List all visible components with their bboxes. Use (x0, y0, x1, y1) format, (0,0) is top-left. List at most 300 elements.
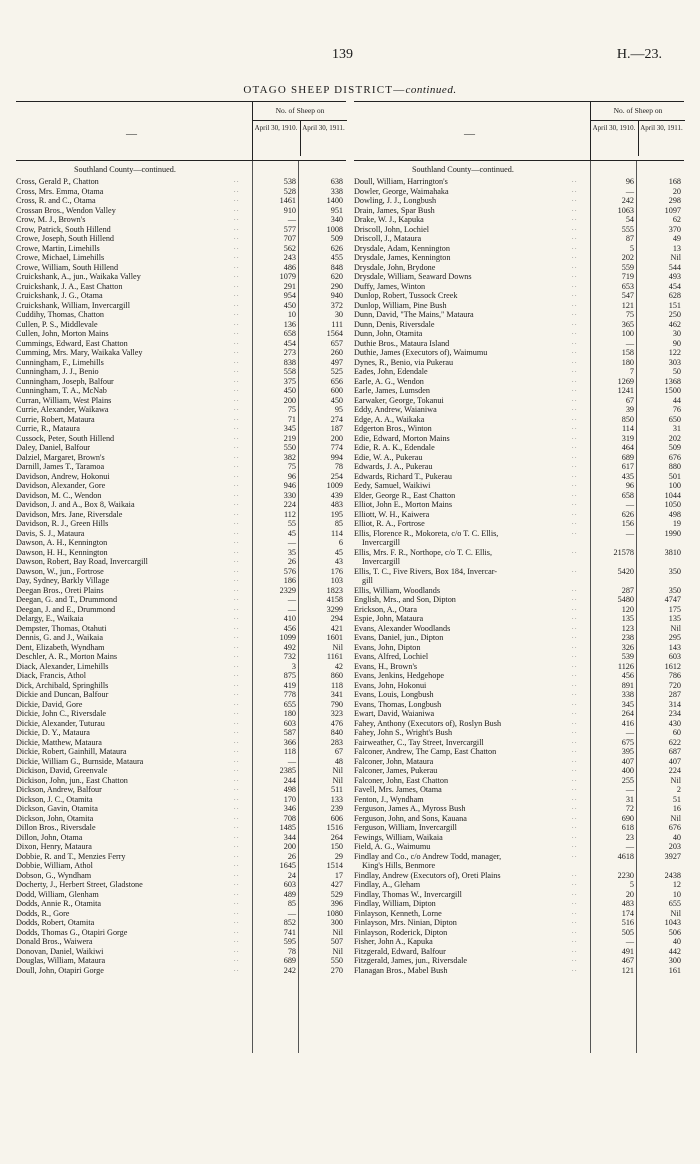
owner-name: Docherty, J., Herbert Street, Gladstone (16, 880, 143, 889)
table-row (354, 567, 684, 577)
leader-dots: . . (572, 567, 577, 574)
sheep-1911: 1400 (326, 196, 343, 205)
owner-list (354, 177, 684, 975)
owner-name: Deegan, J. and E., Drummond (16, 604, 116, 614)
sheep-1910: 450 (283, 386, 296, 395)
sheep-1910: 491 (621, 946, 634, 956)
leader-dots: . . (572, 919, 577, 925)
sheep-1910: 505 (621, 927, 634, 937)
sheep-1911: 455 (330, 253, 343, 262)
sheep-1911: 239 (330, 804, 343, 813)
owner-name: Cullen, John, Morton Mains (16, 329, 109, 338)
sheep-1911: 790 (330, 699, 343, 709)
sheep-1910: 562 (283, 243, 296, 253)
leader-dots: . . (572, 520, 577, 526)
sheep-1911: 283 (330, 737, 343, 747)
sheep-1911: 427 (330, 880, 343, 889)
table-row (354, 928, 684, 938)
sheep-1910: 1126 (617, 661, 634, 671)
leader-dots: . . (234, 358, 239, 365)
sheep-1911: 135 (668, 614, 681, 623)
leader-dots: . . (234, 776, 239, 783)
table-row (354, 937, 684, 947)
table-row (354, 709, 684, 719)
leader-dots: . . (234, 387, 239, 393)
table-row (16, 491, 346, 501)
sheep-1910: 559 (621, 262, 634, 272)
county-subtitle: Southland County—continued. (412, 165, 514, 174)
owner-name: Dillon Bros., Riversdale (16, 823, 96, 832)
sheep-1911: Nil (670, 813, 681, 823)
sheep-1910: 72 (625, 804, 634, 813)
leader-dots: . . (572, 966, 577, 973)
sheep-1911: 4747 (664, 595, 681, 604)
leader-dots: . . (234, 292, 239, 298)
sheep-1911: 454 (668, 281, 681, 291)
owner-name: Cunningham, J. J., Benio (16, 367, 99, 376)
table-row (16, 348, 346, 358)
sheep-1910: 4618 (617, 851, 634, 861)
sheep-1911: 442 (668, 946, 681, 956)
owner-name: Evans, Louis, Longbush (354, 690, 434, 699)
leader-dots: . . (572, 653, 577, 659)
owner-name: Fairweather, C., Tay Street, Invercargill (354, 737, 484, 747)
sheep-1911: 40 (672, 937, 681, 946)
owner-name: Elder, George R., East Chatton (354, 490, 456, 500)
owner-name: Currie, Robert, Mataura (16, 414, 95, 424)
sheep-1911: 13 (672, 243, 681, 253)
table-row (16, 263, 346, 273)
sheep-1911: Nil (670, 775, 681, 785)
owner-name: Evans, H., Brown's (354, 661, 418, 671)
sheep-1911: 175 (668, 604, 681, 614)
table-row (16, 519, 346, 529)
sheep-1910: 121 (621, 965, 634, 975)
sheep-1910: 1099 (279, 633, 296, 642)
sheep-1910: 75 (287, 462, 296, 471)
owner-name: Edwards, J. A., Pukerau (354, 462, 433, 471)
sheep-1910: 20 (625, 889, 634, 899)
sheep-1910: 576 (283, 566, 296, 576)
sheep-1910: 838 (283, 357, 296, 367)
table-row (354, 795, 684, 805)
sheep-1910: 1461 (279, 196, 296, 205)
sheep-1911: 657 (330, 338, 343, 348)
sheep-1911: 300 (330, 918, 343, 927)
leader-dots: . . (572, 957, 577, 963)
sheep-1910: 539 (621, 652, 634, 661)
leader-dots: . . (234, 862, 239, 868)
owner-name: Cruickshank, J. G., Otama (16, 291, 103, 300)
sheep-1910: 400 (621, 766, 634, 775)
sheep-1911: 274 (330, 414, 343, 424)
sheep-1911: Nil (332, 642, 343, 652)
owner-name: Dunn, Denis, Riversdale (354, 319, 435, 329)
leader-dots: . . (234, 833, 239, 840)
sheep-1910: — (625, 785, 634, 794)
table-row (16, 576, 346, 586)
leader-dots: . . (234, 282, 239, 289)
table-row (16, 624, 346, 634)
table-row (16, 671, 346, 681)
sheep-1910: 121 (621, 300, 634, 310)
table-row (16, 690, 346, 700)
table-row (16, 234, 346, 244)
sheep-1911: Nil (332, 946, 343, 956)
owner-name: Dalziel, Margaret, Brown's (16, 452, 105, 462)
leader-dots: . . (572, 643, 577, 650)
sheep-1910: 96 (625, 481, 634, 490)
leader-dots: . . (572, 216, 577, 222)
sheep-1910: 456 (621, 671, 634, 680)
sheep-1910: 1079 (279, 272, 296, 281)
table-row (354, 956, 684, 966)
leader-dots: . . (572, 776, 577, 783)
owner-name: Drysdale, William, Seaward Downs (354, 272, 472, 281)
leader-dots: . . (572, 197, 577, 203)
leader-dots: . . (234, 349, 239, 355)
sheep-1910: — (625, 528, 634, 538)
leader-dots: . . (234, 197, 239, 203)
table-row (16, 567, 346, 577)
leader-dots: . . (572, 425, 577, 431)
sheep-1911: 338 (330, 186, 343, 196)
table-row (354, 396, 684, 406)
sheep-1911: 62 (672, 215, 681, 224)
year-1910-label: April 30, 1910. (254, 124, 298, 132)
sheep-1910: 345 (621, 699, 634, 709)
sheep-1911: 638 (330, 177, 343, 186)
owner-name: Falconer, John, Mataura (354, 756, 434, 766)
sheep-1910: 200 (283, 395, 296, 405)
leader-dots: . . (572, 605, 577, 612)
sheep-1910: 595 (283, 937, 296, 946)
left-column-body (16, 161, 346, 1053)
sheep-1911: 133 (330, 794, 343, 804)
sheep-1910: 658 (283, 329, 296, 338)
table-row (16, 253, 346, 263)
table-row (16, 177, 346, 187)
leader-dots: . . (234, 681, 239, 688)
table-row (354, 519, 684, 529)
leader-dots: . . (572, 881, 577, 887)
table-row (16, 776, 346, 786)
leader-dots: . . (572, 368, 577, 374)
sheep-1910: 419 (283, 680, 296, 690)
sheep-1910: 416 (621, 718, 634, 728)
sheep-1911: 30 (334, 310, 343, 319)
leader-dots: . . (234, 396, 239, 403)
leader-dots: . . (572, 244, 577, 251)
sheep-1911: 111 (331, 319, 343, 329)
sheep-1910: 55 (287, 519, 296, 528)
sheep-1911: 650 (668, 414, 681, 424)
table-row (354, 643, 684, 653)
sheep-1911: 720 (668, 680, 681, 690)
table-row (354, 500, 684, 510)
owner-name: Dickson, Gavin, Otamita (16, 804, 98, 813)
sheep-1911: 224 (668, 766, 681, 775)
table-row (354, 899, 684, 909)
leader-dots: . . (234, 890, 239, 897)
sheep-1910: — (287, 756, 296, 766)
sheep-1910: 617 (621, 462, 634, 471)
sheep-1911: 626 (330, 243, 343, 253)
leader-dots: . . (234, 235, 239, 241)
sheep-1910: 174 (621, 908, 634, 918)
leader-dots: . . (572, 311, 577, 317)
owner-name: Dawson, H. H., Kennington (16, 547, 108, 557)
leader-dots: . . (572, 330, 577, 336)
sheep-1910: 946 (283, 481, 296, 490)
table-row (354, 614, 684, 624)
leader-dots: . . (234, 225, 239, 232)
sheep-1910: 35 (287, 547, 296, 557)
sheep-1910: 708 (283, 813, 296, 823)
sheep-1910: 741 (283, 927, 296, 937)
table-row (354, 728, 684, 738)
table-row (16, 728, 346, 738)
owner-name: Dickie, Matthew, Mataura (16, 737, 102, 747)
sheep-1911: 1564 (326, 329, 343, 338)
sheep-1911: 606 (330, 813, 343, 823)
leader-dots: . . (234, 567, 239, 574)
owner-name: Ellis, T. C., Five Rivers, Box 184, Invercar- (354, 566, 498, 576)
sheep-1910: 135 (621, 614, 634, 623)
sheep-1911: 529 (330, 889, 343, 899)
leader-dots: . . (234, 881, 239, 887)
owner-name: Dunlop, Robert, Tussock Creek (354, 291, 458, 300)
table-row (16, 880, 346, 890)
owner-name: Dickie, William G., Burnside, Mataura (16, 756, 144, 766)
owner-name: Dodds, R., Gore (16, 908, 70, 918)
owner-name: Davidson, Alexander, Gore (16, 481, 106, 490)
leader-dots: . . (234, 729, 239, 735)
sheep-1911: 295 (668, 633, 681, 642)
title-main: OTAGO SHEEP DISTRICT— (243, 84, 406, 96)
sheep-1910: 1269 (617, 376, 634, 386)
sheep-1911: 17 (334, 870, 343, 880)
sheep-1910: 547 (621, 291, 634, 300)
sheep-1910: 2230 (617, 870, 634, 880)
table-row (16, 918, 346, 928)
leader-dots: . . (234, 520, 239, 526)
table-row (354, 747, 684, 757)
sheep-1911: 3927 (664, 851, 681, 861)
owner-name: Davidson, Andrew, Hokonui (16, 471, 110, 481)
sheep-1911: 3299 (326, 604, 343, 614)
page-header (0, 47, 700, 63)
owner-name: Cruickshank, A., jun., Waikaka Valley (16, 272, 141, 281)
table-row (16, 329, 346, 339)
owner-name: Edwards, Richard T., Pukerau (354, 471, 452, 481)
leader-dots: . . (234, 757, 239, 764)
sheep-1911: 2438 (664, 870, 681, 880)
sheep-1910: 96 (287, 471, 296, 481)
owner-name: Currie, R., Mataura (16, 424, 80, 433)
sheep-1910: 778 (283, 690, 296, 699)
leader-dots: . . (234, 425, 239, 431)
owner-name: Cross, R. and C., Otama (16, 196, 96, 205)
sheep-1911: 294 (330, 614, 343, 623)
sheep-1911: 314 (668, 699, 681, 709)
owner-name: Diack, Francis, Athol (16, 671, 87, 680)
table-row (354, 320, 684, 330)
sheep-1910: 87 (625, 234, 634, 243)
left-column (16, 101, 346, 1053)
leader-dots: . . (572, 415, 577, 422)
sheep-1910: 255 (621, 775, 634, 785)
sheep-1910: 2385 (279, 766, 296, 775)
leader-dots: . . (234, 415, 239, 422)
table-row (354, 206, 684, 216)
owner-name: Earle, A. G., Wendon (354, 376, 424, 386)
leader-dots: . . (572, 890, 577, 897)
sheep-1910: 112 (284, 509, 296, 519)
leader-dots: . . (234, 586, 239, 593)
sheep-1910: 410 (283, 614, 296, 623)
owner-name: Dodd, William, Glenham (16, 889, 99, 899)
leader-dots: . . (572, 501, 577, 507)
sheep-1910: 273 (283, 348, 296, 357)
table-row (354, 234, 684, 244)
owner-name: Deegan Bros., Oreti Plains (16, 585, 104, 595)
leader-dots: . . (572, 757, 577, 764)
table-row (354, 909, 684, 919)
sheep-1910: 1241 (617, 386, 634, 395)
table-row (16, 681, 346, 691)
table-row (16, 852, 346, 862)
table-row (16, 424, 346, 434)
owner-name: Crowe, Martin, Limehills (16, 243, 100, 253)
owner-name: Crow, M. J., Brown's (16, 215, 86, 224)
leader-dots: . . (572, 548, 577, 555)
table-row (354, 814, 684, 824)
sheep-1911: 49 (672, 234, 681, 243)
sheep-1910: 338 (621, 690, 634, 699)
owner-name: Fahey, Anthony (Executors of), Roslyn Bush (354, 718, 502, 728)
owner-name: Dowling, J. J., Longbush (354, 196, 437, 205)
table-row (16, 899, 346, 909)
sheep-1910: 319 (621, 433, 634, 443)
sheep-1910: 3 (291, 661, 296, 671)
sheep-1910: 10 (287, 310, 296, 319)
sheep-1911: 498 (668, 509, 681, 519)
leader-dots: . . (234, 453, 239, 460)
table-row (354, 453, 684, 463)
leader-dots: . . (234, 216, 239, 222)
table-row (354, 576, 684, 586)
county-subtitle: Southland County—continued. (74, 165, 176, 174)
owner-name: Crowe, William, South Hillend (16, 262, 119, 272)
sheep-1911: 407 (668, 756, 681, 766)
leader-dots: . . (234, 653, 239, 659)
leader-dots: . . (572, 900, 577, 906)
leader-dots: . . (572, 738, 577, 745)
sheep-1910: 489 (283, 889, 296, 899)
owner-name: Edge, A. A., Waikaka (354, 414, 425, 424)
table-row (16, 301, 346, 311)
sheep-1911: 300 (668, 956, 681, 965)
leader-dots: . . (572, 928, 577, 935)
owner-name: Dempster, Thomas, Otahuti (16, 623, 107, 633)
sheep-1911: 254 (330, 471, 343, 481)
leader-dots: . . (234, 909, 239, 916)
sheep-1911: 550 (330, 956, 343, 965)
sheep-1911: 19 (672, 519, 681, 528)
sheep-1911: 3810 (664, 547, 681, 557)
owner-name: Cunningham, F., Limehills (16, 357, 104, 367)
leader-dots: . . (234, 947, 239, 954)
right-column-header (354, 101, 684, 161)
owner-name: Dawson, W., jun., Fortrose (16, 566, 104, 576)
sheep-1911: 1514 (326, 861, 343, 870)
sheep-1911: 48 (334, 756, 343, 766)
sheep-1911: 620 (330, 272, 343, 281)
table-row (16, 709, 346, 719)
leader-dots: . . (234, 548, 239, 555)
sheep-1911: 603 (668, 652, 681, 661)
table-row (354, 187, 684, 197)
sheep-1910: 603 (283, 718, 296, 728)
sheep-1911: 16 (672, 804, 681, 813)
owner-name: Espie, John, Mataura (354, 614, 424, 623)
page-title (0, 84, 700, 96)
sheep-1910: — (625, 186, 634, 196)
owner-name: Earle, James, Lumsden (354, 386, 430, 395)
leader-dots: . . (572, 263, 577, 270)
table-row (354, 424, 684, 434)
owner-name: Invercargill (362, 538, 401, 547)
sheep-1911: 168 (668, 177, 681, 186)
leader-dots: . . (572, 510, 577, 517)
leader-dots: . . (234, 928, 239, 935)
leader-dots: . . (572, 909, 577, 916)
table-row (354, 766, 684, 776)
sheep-1911: 509 (668, 443, 681, 452)
sheep-1911: 150 (330, 842, 343, 851)
sheep-1911: 462 (668, 319, 681, 329)
sheep-1911: 509 (330, 234, 343, 243)
owner-name: Fahey, John S., Wright's Bush (354, 728, 453, 737)
table-row (354, 947, 684, 957)
leader-dots: . . (234, 605, 239, 612)
sheep-1911: 840 (330, 728, 343, 737)
table-row (354, 624, 684, 634)
table-row (16, 358, 346, 368)
sheep-1911: 940 (330, 291, 343, 300)
leader-dots: . . (572, 871, 577, 878)
leader-dots: . . (572, 358, 577, 365)
leader-dots: . . (572, 624, 577, 631)
sheep-1910: 382 (283, 452, 296, 462)
leader-dots: . . (572, 615, 577, 621)
leader-dots: . . (234, 615, 239, 621)
sheep-1910: 291 (283, 281, 296, 291)
leader-dots: . . (572, 529, 577, 536)
owner-name: Dickie, John C., Riversdale (16, 709, 107, 718)
right-column-body (354, 161, 684, 1053)
owner-name: Falconer, James, Pukerau (354, 766, 438, 775)
owner-name: Diack, Alexander, Limehills (16, 661, 109, 671)
sheep-1911: 372 (330, 300, 343, 310)
owner-name: Elliot, John E., Morton Mains (354, 500, 453, 509)
owner-name: Delargy, E., Waikaia (16, 614, 84, 623)
table-row (16, 434, 346, 444)
table-row (16, 339, 346, 349)
table-row (354, 177, 684, 187)
leader-dots: . . (234, 368, 239, 374)
